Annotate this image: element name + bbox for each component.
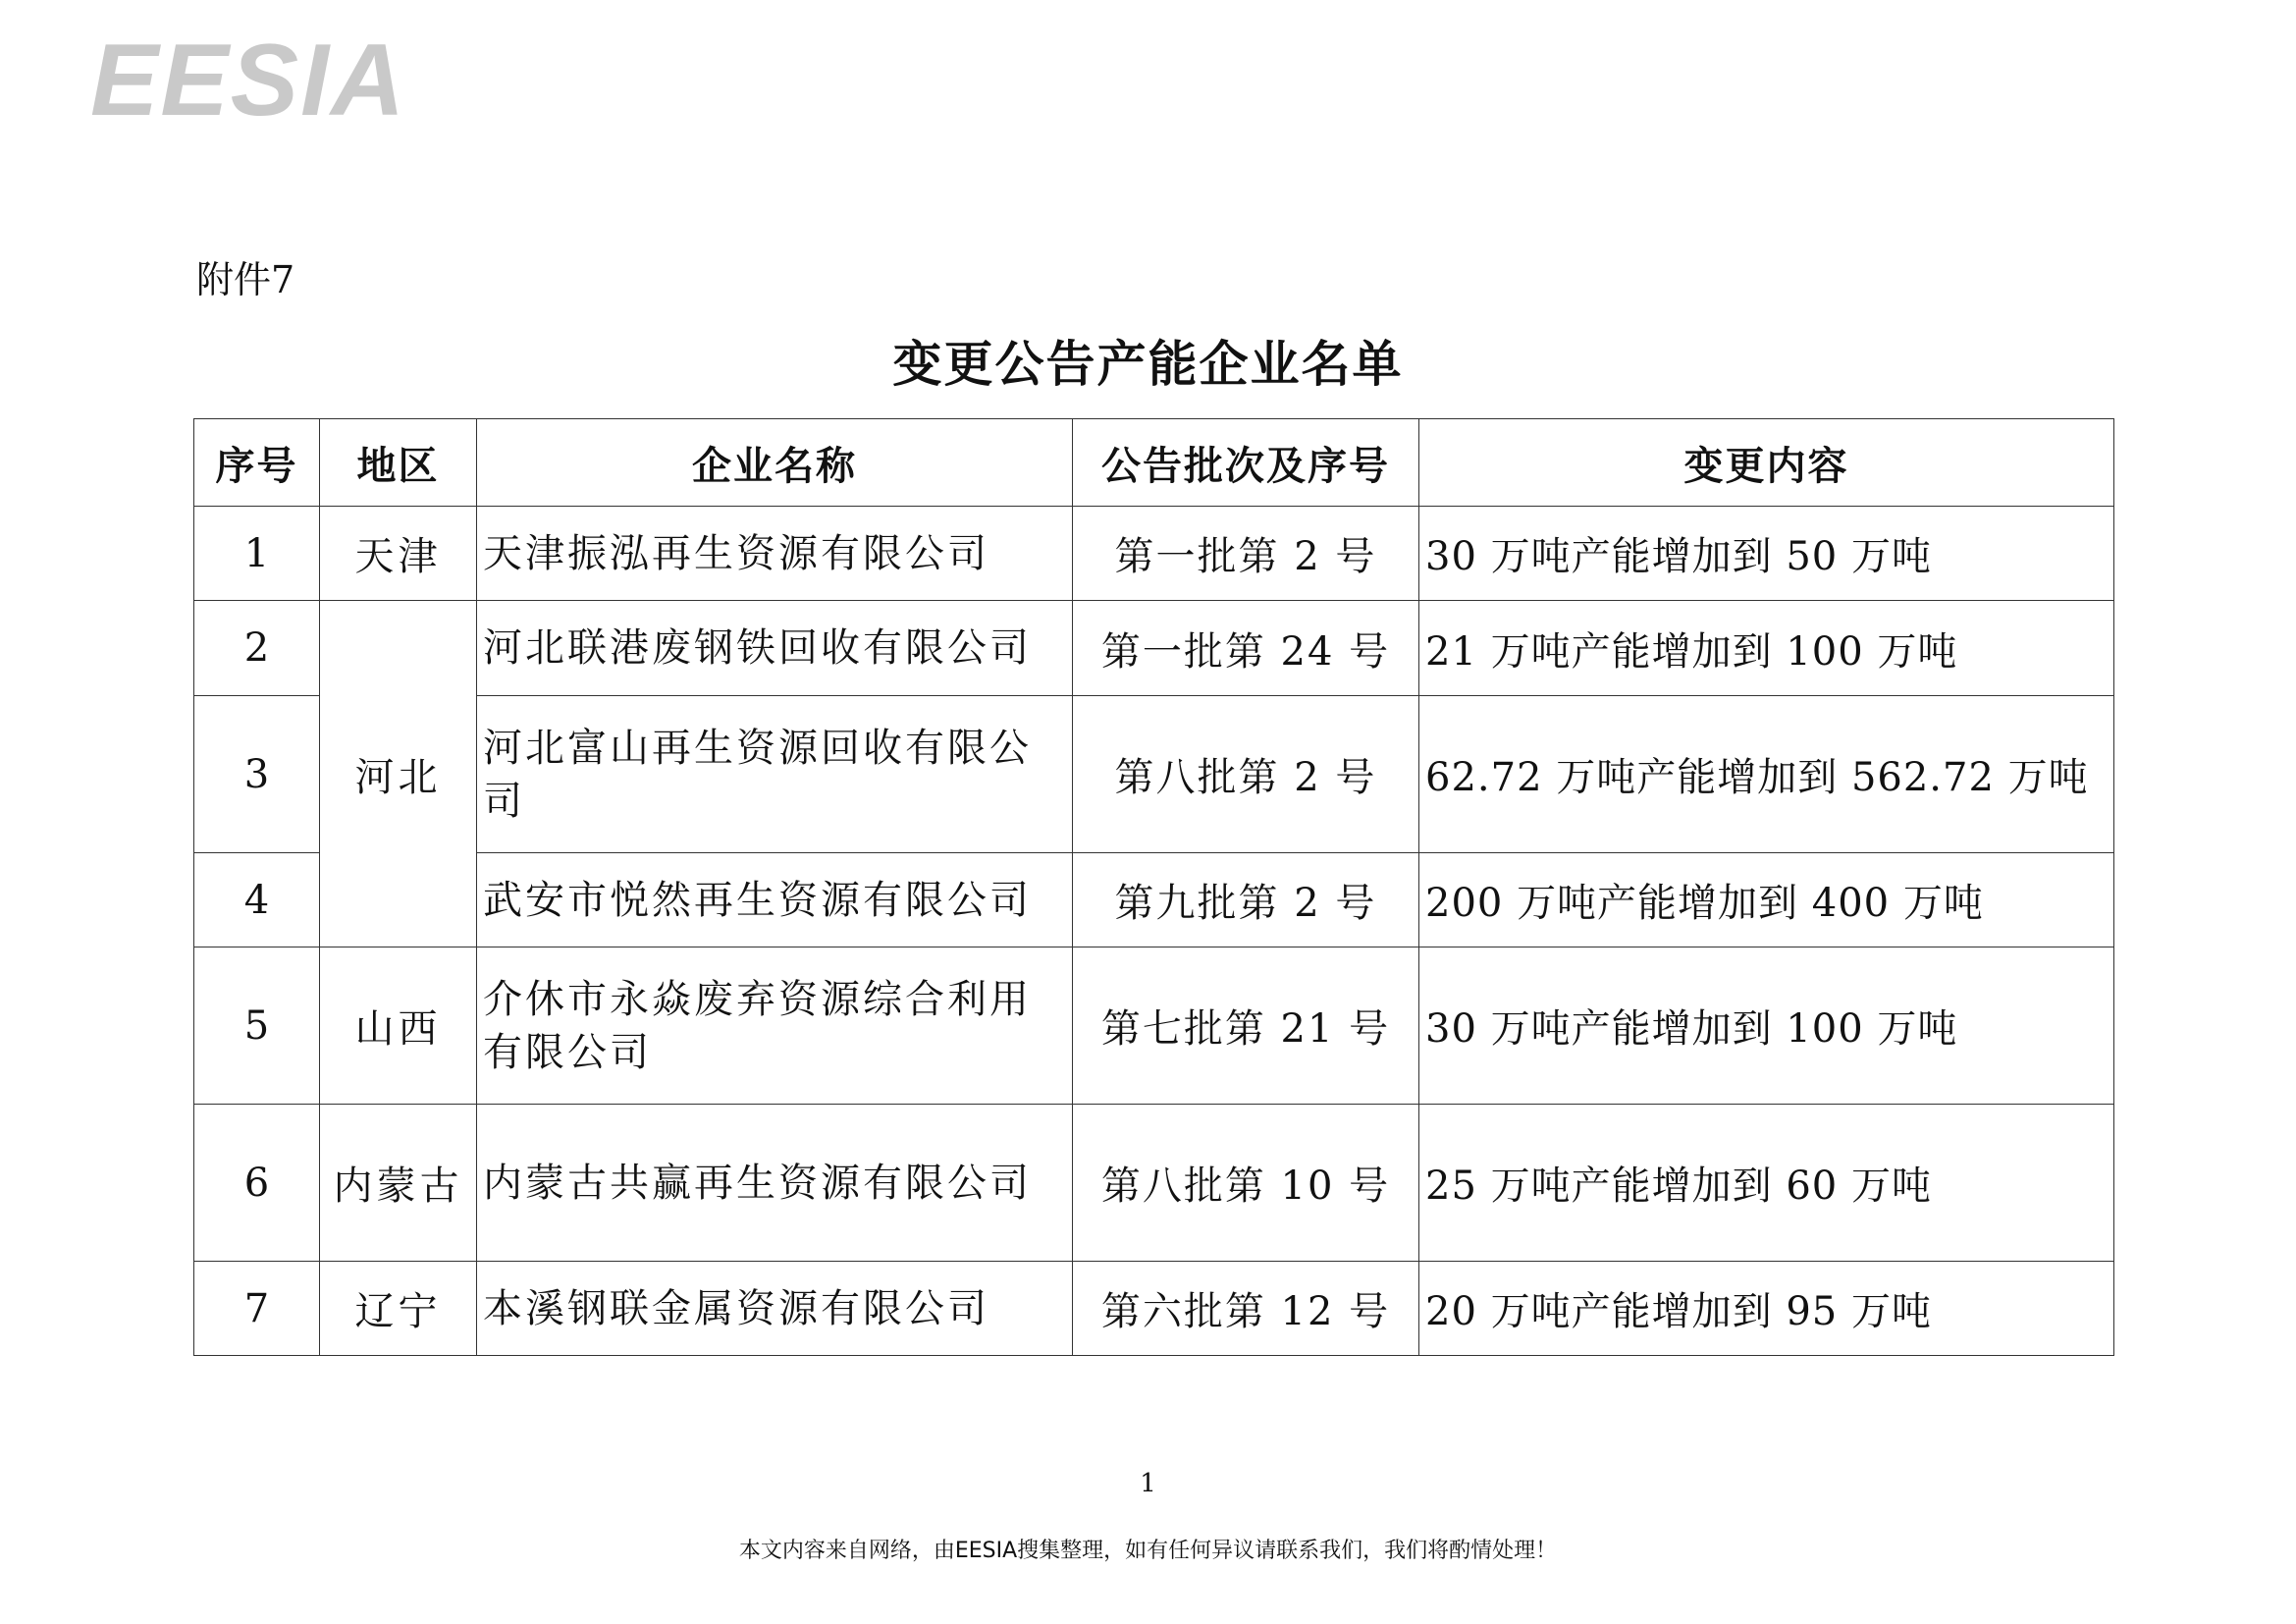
header-region: 地区 — [320, 419, 477, 507]
row-batch: 第九批第 2 号 — [1073, 853, 1419, 947]
row-region: 河北 — [320, 601, 477, 947]
table-row — [194, 696, 2114, 853]
table-row — [194, 507, 2114, 601]
row-region: 天津 — [320, 507, 477, 601]
row-no: 6 — [194, 1105, 320, 1262]
row-batch: 第八批第 10 号 — [1073, 1105, 1419, 1262]
row-change: 200 万吨产能增加到 400 万吨 — [1419, 853, 2114, 947]
table-header-row — [194, 419, 2114, 507]
row-company: 河北富山再生资源回收有限公司 — [477, 696, 1073, 853]
row-batch: 第六批第 12 号 — [1073, 1262, 1419, 1356]
table-row — [194, 947, 2114, 1105]
table-row — [194, 601, 2114, 696]
row-batch: 第七批第 21 号 — [1073, 947, 1419, 1105]
row-no: 5 — [194, 947, 320, 1105]
document-title: 变更公告产能企业名单 — [892, 335, 1404, 393]
row-batch: 第一批第 2 号 — [1073, 507, 1419, 601]
row-change: 30 万吨产能增加到 100 万吨 — [1419, 947, 2114, 1105]
row-company: 介休市永焱废弃资源综合利用有限公司 — [477, 947, 1073, 1105]
row-region: 辽宁 — [320, 1262, 477, 1356]
attachment-label: 附件7 — [196, 258, 295, 301]
row-no: 3 — [194, 696, 320, 853]
header-change: 变更内容 — [1419, 419, 2114, 507]
footer-disclaimer: 本文内容来自网络，由EESIA搜集整理，如有任何异议请联系我们，我们将酌情处理！ — [738, 1539, 1558, 1563]
row-no: 7 — [194, 1262, 320, 1356]
row-change: 21 万吨产能增加到 100 万吨 — [1419, 601, 2114, 696]
row-company: 本溪钢联金属资源有限公司 — [477, 1262, 1073, 1356]
row-change: 25 万吨产能增加到 60 万吨 — [1419, 1105, 2114, 1262]
row-region: 山西 — [320, 947, 477, 1105]
header-batch: 公告批次及序号 — [1073, 419, 1419, 507]
row-no: 1 — [194, 507, 320, 601]
table-row — [194, 1105, 2114, 1262]
row-no: 2 — [194, 601, 320, 696]
page-number: 1 — [1140, 1469, 1156, 1498]
row-no: 4 — [194, 853, 320, 947]
row-company: 河北联港废钢铁回收有限公司 — [477, 601, 1073, 696]
table-row — [194, 853, 2114, 947]
row-company: 武安市悦然再生资源有限公司 — [477, 853, 1073, 947]
table-row — [194, 1262, 2114, 1356]
header-company: 企业名称 — [477, 419, 1073, 507]
row-change: 62.72 万吨产能增加到 562.72 万吨 — [1419, 696, 2114, 853]
row-company: 内蒙古共赢再生资源有限公司 — [477, 1105, 1073, 1262]
row-batch: 第一批第 24 号 — [1073, 601, 1419, 696]
row-region: 内蒙古 — [320, 1105, 477, 1262]
eesia-watermark-logo: EESIA — [90, 24, 407, 137]
row-change: 20 万吨产能增加到 95 万吨 — [1419, 1262, 2114, 1356]
header-no: 序号 — [194, 419, 320, 507]
row-change: 30 万吨产能增加到 50 万吨 — [1419, 507, 2114, 601]
company-change-table — [193, 418, 2114, 1356]
row-batch: 第八批第 2 号 — [1073, 696, 1419, 853]
row-company: 天津振泓再生资源有限公司 — [477, 507, 1073, 601]
